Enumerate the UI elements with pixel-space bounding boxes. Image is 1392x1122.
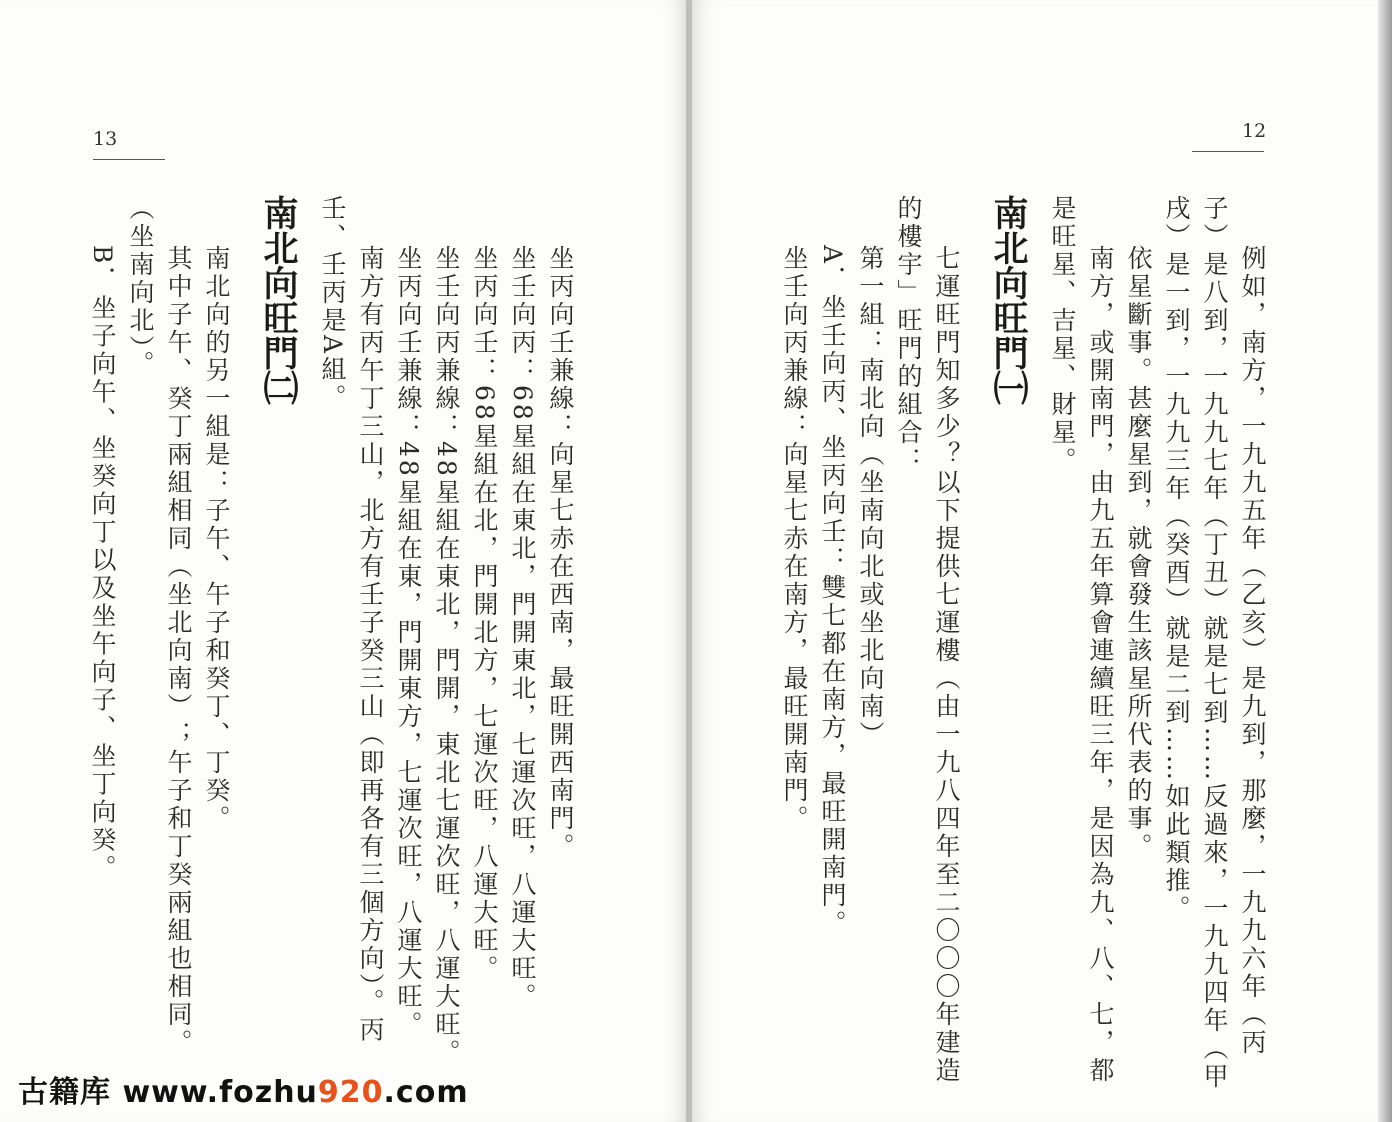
text-line: 是旺星、吉星、財星。 bbox=[1048, 195, 1077, 475]
text-line: 坐壬向丙兼線：向星七赤在南方，最旺開南門。 bbox=[780, 245, 809, 833]
site-watermark: 古籍库 www.fozhu920.com bbox=[12, 1072, 475, 1114]
section-heading: 南北向旺門㈡ bbox=[258, 195, 298, 405]
text-line: 坐丙向壬兼線：向星七赤在西南，最旺開西南門。 bbox=[546, 245, 575, 861]
page-number-rule bbox=[1192, 151, 1264, 152]
left-page bbox=[0, 0, 688, 1122]
page-number: 12 bbox=[1242, 120, 1267, 142]
text-line: 坐壬向丙兼線：48星組在東北，門開，東北七運次旺，八運大旺。 bbox=[432, 245, 461, 1067]
section-heading: 南北向旺門㈠ bbox=[988, 195, 1028, 405]
text-line: 其中子午、癸丁兩組相同（坐北向南）；午子和丁癸兩組也相同。 bbox=[164, 245, 193, 1057]
text-line: 子）是八到，一九九七年（丁丑）就是七到……反過來，一九九四年（甲 bbox=[1200, 195, 1229, 1091]
text-line: 壬、壬丙是A組。 bbox=[318, 195, 347, 413]
text-line: A．坐壬向丙、坐丙向壬：雙七都在南方，最旺開南門。 bbox=[818, 245, 847, 939]
text-line: 戌）是一到，一九九三年（癸酉）就是二到……如此類推。 bbox=[1162, 195, 1191, 923]
page-edge-shadow bbox=[1378, 0, 1392, 1122]
text-line: 例如，南方，一九九五年（乙亥）是九到，那麼，一九九六年（丙 bbox=[1238, 245, 1267, 1057]
text-line: 南北向的另一組是：子午、午子和癸丁、丁癸。 bbox=[202, 245, 231, 833]
page-number: 13 bbox=[93, 128, 118, 150]
text-line: 第一組：南北向（坐南向北或坐北向南） bbox=[856, 245, 885, 749]
text-line: 七運旺門知多少？以下提供七運樓（由一九八四年至二〇〇〇年建造 bbox=[932, 245, 961, 1085]
text-line: 坐丙向壬兼線：48星組在東，門開東方，七運次旺，八運大旺。 bbox=[394, 245, 423, 1039]
text-line: 南方，或開南門，由九五年算會連續旺三年，是因為九、八、七，都 bbox=[1086, 245, 1115, 1085]
text-line: 的樓宇」旺門的組合： bbox=[894, 195, 923, 475]
text-line: 南方有丙午丁三山，北方有壬子癸三山（即再各有三個方向）。丙 bbox=[356, 245, 385, 1045]
text-line: 坐丙向壬：68星組在北，門開北方，七運次旺，八運大旺。 bbox=[470, 245, 499, 983]
text-line: （坐南向北）。 bbox=[126, 195, 155, 379]
right-page bbox=[692, 0, 1392, 1122]
text-line: 依星斷事。甚麼星到，就會發生該星所代表的事。 bbox=[1124, 245, 1153, 861]
page-number-rule bbox=[93, 159, 165, 160]
text-line: 坐壬向丙：68星組在東北，門開東北，七運次旺，八運大旺。 bbox=[508, 245, 537, 1011]
text-line: B．坐子向午、坐癸向丁以及坐午向子、坐丁向癸。 bbox=[88, 245, 117, 883]
